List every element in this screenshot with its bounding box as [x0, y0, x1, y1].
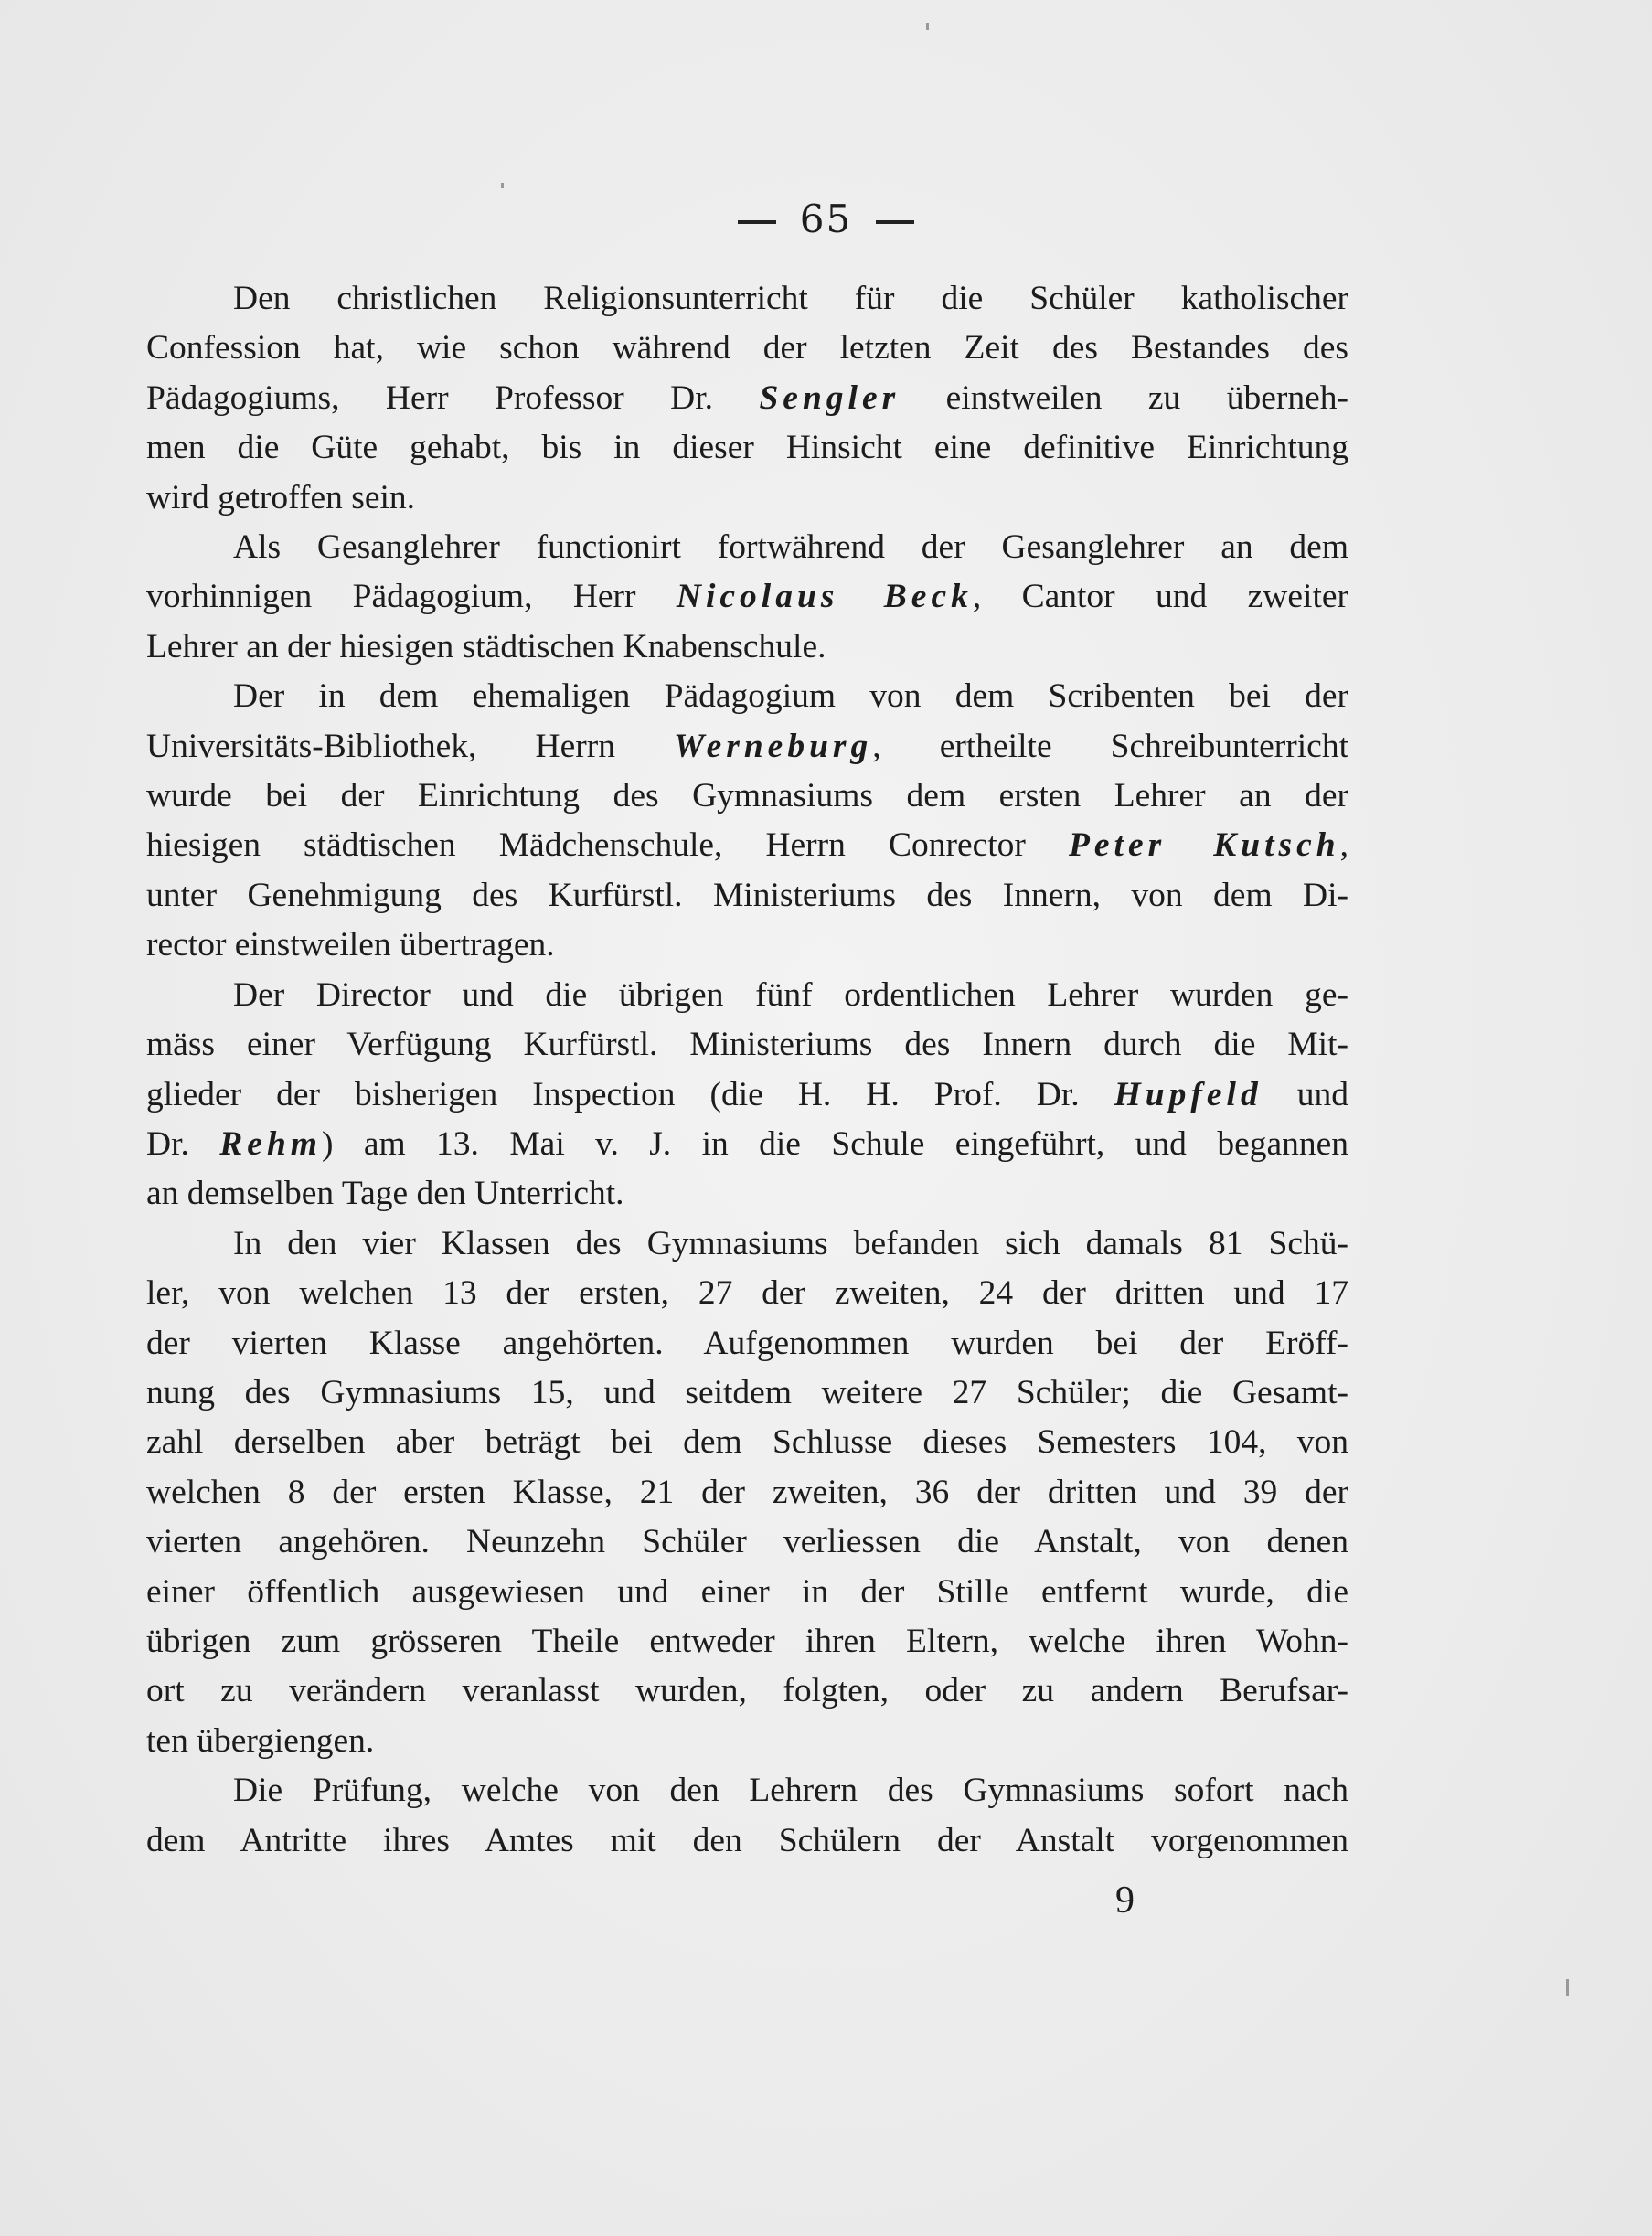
- text-run: ) am 13. Mai v. J. in die Schule eingeführt, und begannen: [321, 1124, 1349, 1163]
- text-line: [146, 474, 1348, 523]
- person-name: Sengler: [759, 378, 901, 417]
- text-run: rector einstweilen übertragen.: [146, 926, 555, 964]
- text-run: ,: [1339, 826, 1348, 865]
- text-line: [146, 1568, 1348, 1617]
- person-name: Peter Kutsch: [1068, 826, 1340, 865]
- paragraph: [146, 1766, 1348, 1866]
- text-run: nung des Gymnasiums 15, und seitdem weitere 27 Schüler; die Gesamt-: [146, 1373, 1348, 1411]
- person-name: Rehm: [219, 1124, 322, 1163]
- text-run: Der in dem ehemaligen Pädagogium von dem Scribenten bei der: [233, 677, 1348, 716]
- text-line: [146, 1517, 1348, 1567]
- page-number: 65: [799, 197, 853, 241]
- text-run: einstweilen zu überneh-: [900, 378, 1348, 417]
- text-line: [146, 921, 1348, 970]
- text-run: ler, von welchen 13 der ersten, 27 der zweiten, 24 der dritten und 17: [146, 1274, 1348, 1313]
- text-line: [146, 374, 1348, 423]
- text-line: [146, 1219, 1348, 1269]
- text-run: der vierten Klasse angehörten. Aufgenommen wurden bei der Eröff-: [146, 1324, 1348, 1362]
- text-line: [146, 1666, 1348, 1716]
- text-line: [146, 1070, 1348, 1120]
- text-run: Die Prüfung, welche von den Lehrern des Gymnasiums sofort nach: [233, 1772, 1348, 1810]
- text-line: [146, 722, 1348, 772]
- text-line: [146, 1368, 1348, 1418]
- text-run: Confession hat, wie schon während der letzten Zeit des Bestandes des: [146, 329, 1348, 367]
- text-line: [146, 672, 1348, 721]
- text-run: Der Director und die übrigen fünf ordentlichen Lehrer wurden ge-: [233, 975, 1348, 1014]
- text-line: [146, 623, 1348, 672]
- text-run: an demselben Tage den Unterricht.: [146, 1175, 624, 1213]
- text-line: [146, 1617, 1348, 1666]
- text-run: mäss einer Verfügung Kurfürstl. Ministeriums des Innern durch die Mit-: [146, 1026, 1348, 1064]
- paragraph: [146, 1219, 1348, 1766]
- text-run: ort zu verändern veranlasst wurden, folgten, oder zu andern Berufsar-: [146, 1672, 1348, 1710]
- text-run: , Cantor und zweiter: [972, 578, 1348, 616]
- text-line: [146, 274, 1348, 324]
- person-name: Werneburg: [674, 727, 873, 765]
- text-run: Lehrer an der hiesigen städtischen Knabenschule.: [146, 627, 826, 665]
- text-run: wurde bei der Einrichtung des Gymnasiums dem ersten Lehrer an der: [146, 777, 1348, 815]
- signature-mark: 9: [1115, 1879, 1135, 1922]
- text-line: [146, 1169, 1348, 1219]
- speck-mark: [1566, 1979, 1569, 1996]
- text-run: ten übergiengen.: [146, 1721, 375, 1760]
- text-line: [146, 772, 1348, 821]
- text-run: unter Genehmigung des Kurfürstl. Ministeriums des Innern, von dem Di-: [146, 876, 1348, 914]
- text-line: [146, 1418, 1348, 1467]
- page-header: [0, 197, 1652, 241]
- header-dash-left: [738, 220, 776, 224]
- paragraph: [146, 274, 1348, 523]
- text-run: Als Gesanglehrer functionirt fortwährend der Gesanglehrer an dem: [233, 528, 1348, 567]
- text-line: [146, 1766, 1348, 1815]
- text-run: vierten angehören. Neunzehn Schüler verliessen die Anstalt, von denen: [146, 1523, 1348, 1561]
- text-line: [146, 1717, 1348, 1766]
- text-run: hiesigen städtischen Mädchenschule, Herrn Conrector: [146, 826, 1069, 865]
- text-line: [146, 871, 1348, 921]
- text-line: [146, 523, 1348, 572]
- text-line: [146, 1020, 1348, 1070]
- text-run: wird getroffen sein.: [146, 478, 416, 516]
- paragraph: [146, 971, 1348, 1219]
- header-dash-right: [876, 220, 914, 224]
- text-run: vorhinnigen Pädagogium, Herr: [146, 578, 677, 616]
- paragraph: [146, 672, 1348, 970]
- person-name: Nicolaus Beck: [676, 578, 973, 616]
- text-run: Universitäts-Bibliothek, Herrn: [146, 727, 675, 765]
- text-run: dem Antritte ihres Amtes mit den Schülern der Anstalt vorgenommen: [146, 1821, 1348, 1859]
- text-line: [146, 1816, 1348, 1866]
- text-run: In den vier Klassen des Gymnasiums befanden sich damals 81 Schü-: [233, 1224, 1348, 1262]
- text-run: welchen 8 der ersten Klasse, 21 der zweiten, 36 der dritten und 39 der: [146, 1473, 1348, 1511]
- text-run: Den christlichen Religionsunterricht für die Schüler katholischer: [233, 280, 1348, 317]
- text-line: [146, 821, 1348, 870]
- text-line: [146, 324, 1348, 373]
- speck-mark: [501, 183, 504, 188]
- text-run: Dr.: [146, 1124, 220, 1163]
- text-run: Pädagogiums, Herr Professor Dr.: [146, 378, 760, 417]
- text-run: glieder der bisherigen Inspection (die H. H. Prof. Dr.: [146, 1075, 1114, 1113]
- paragraph: [146, 523, 1348, 672]
- text-run: , ertheilte Schreibunterricht: [872, 727, 1348, 765]
- page-body: [146, 274, 1348, 1866]
- text-run: zahl derselben aber beträgt bei dem Schlusse dieses Semesters 104, von: [146, 1423, 1348, 1462]
- text-line: [146, 572, 1348, 622]
- person-name: Hupfeld: [1114, 1075, 1263, 1113]
- text-run: übrigen zum grösseren Theile entweder ihren Eltern, welche ihren Wohn-: [146, 1622, 1348, 1660]
- speck-mark: [926, 23, 929, 30]
- text-line: [146, 1120, 1348, 1169]
- text-line: [146, 1468, 1348, 1517]
- text-line: [146, 423, 1348, 473]
- text-run: men die Güte gehabt, bis in dieser Hinsicht eine definitive Einrichtung: [146, 429, 1348, 467]
- text-line: [146, 1319, 1348, 1368]
- text-run: und: [1262, 1075, 1348, 1113]
- text-run: einer öffentlich ausgewiesen und einer in der Stille entfernt wurde, die: [146, 1572, 1348, 1611]
- text-line: [146, 1269, 1348, 1318]
- text-line: [146, 971, 1348, 1020]
